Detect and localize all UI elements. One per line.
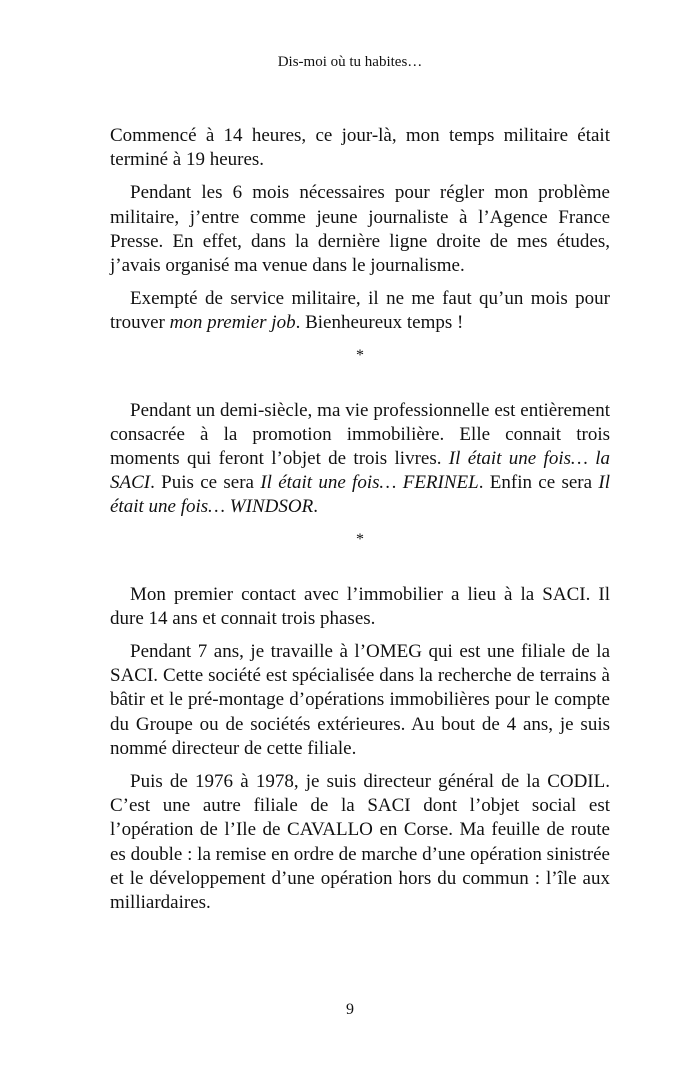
paragraph-2: Pendant les 6 mois nécessaires pour régler mon problème militaire, j’entre comme jeune journaliste à l’Agence France Presse. En effet, dans la dernière ligne droite de mes études, j’avais organisé ma venue dans le journalisme.: [110, 182, 610, 277]
paragraph-4-text-d: .: [313, 496, 318, 518]
paragraph-4-text-a: Pendant un demi-siècle, ma vie professionnelle est entièrement consacrée à la promotion immobilière. Elle connait trois moments qui feront l’objet de trois livres.: [110, 399, 610, 470]
paragraph-3-italic: mon premier job: [169, 312, 296, 334]
paragraph-4-italic-c: Il était une fois… WINDSOR: [110, 472, 610, 518]
paragraph-1: Commencé à 14 heures, ce jour-là, mon temps militaire était terminé à 19 heures.: [110, 125, 610, 171]
section-separator-1: *: [356, 346, 364, 364]
page-number: 9: [346, 1001, 354, 1018]
body-text: [110, 124, 610, 924]
paragraph-6: Pendant 7 ans, je travaille à l’OMEG qui est une filiale de la SACI. Cette société est spécialisée dans la recherche de terrains à bâtir et le pré-montage d’opérations immobilières pour le compte du Groupe ou de sociétés extérieures. Au bout de 4 ans, je suis nommé directeur de cette filiale.: [110, 641, 610, 759]
paragraph-4-text-b: . Puis ce sera: [150, 472, 261, 494]
section-separator-2: *: [356, 530, 364, 548]
paragraph-4-italic-a: Il était une fois… la SACI: [110, 448, 610, 494]
paragraph-7: Puis de 1976 à 1978, je suis directeur général de la CODIL. C’est une autre filiale de la SACI dont l’objet social est l’opération de l’Ile de CAVALLO en Corse. Ma feuille de route es double : la remise en ordre de marche d’une opération sinistrée et le développement d’une opération hors du commun : l’île aux milliardaires.: [110, 771, 610, 914]
paragraph-3: [110, 287, 610, 335]
paragraph-4-italic-b: Il était une fois… FERINEL: [260, 472, 479, 494]
running-header: Dis-moi où tu habites…: [277, 54, 423, 70]
paragraph-3-text-b: . Bienheureux temps !: [295, 312, 464, 334]
paragraph-3-text-a: Exempté de service militaire, il ne me faut qu’un mois pour trouver: [110, 288, 610, 334]
paragraph-5: Mon premier contact avec l’immobilier a lieu à la SACI. Il dure 14 ans et connait trois phases.: [110, 583, 610, 629]
paragraph-4-text-c: . Enfin ce sera: [478, 472, 599, 494]
paragraph-4: [110, 399, 610, 520]
